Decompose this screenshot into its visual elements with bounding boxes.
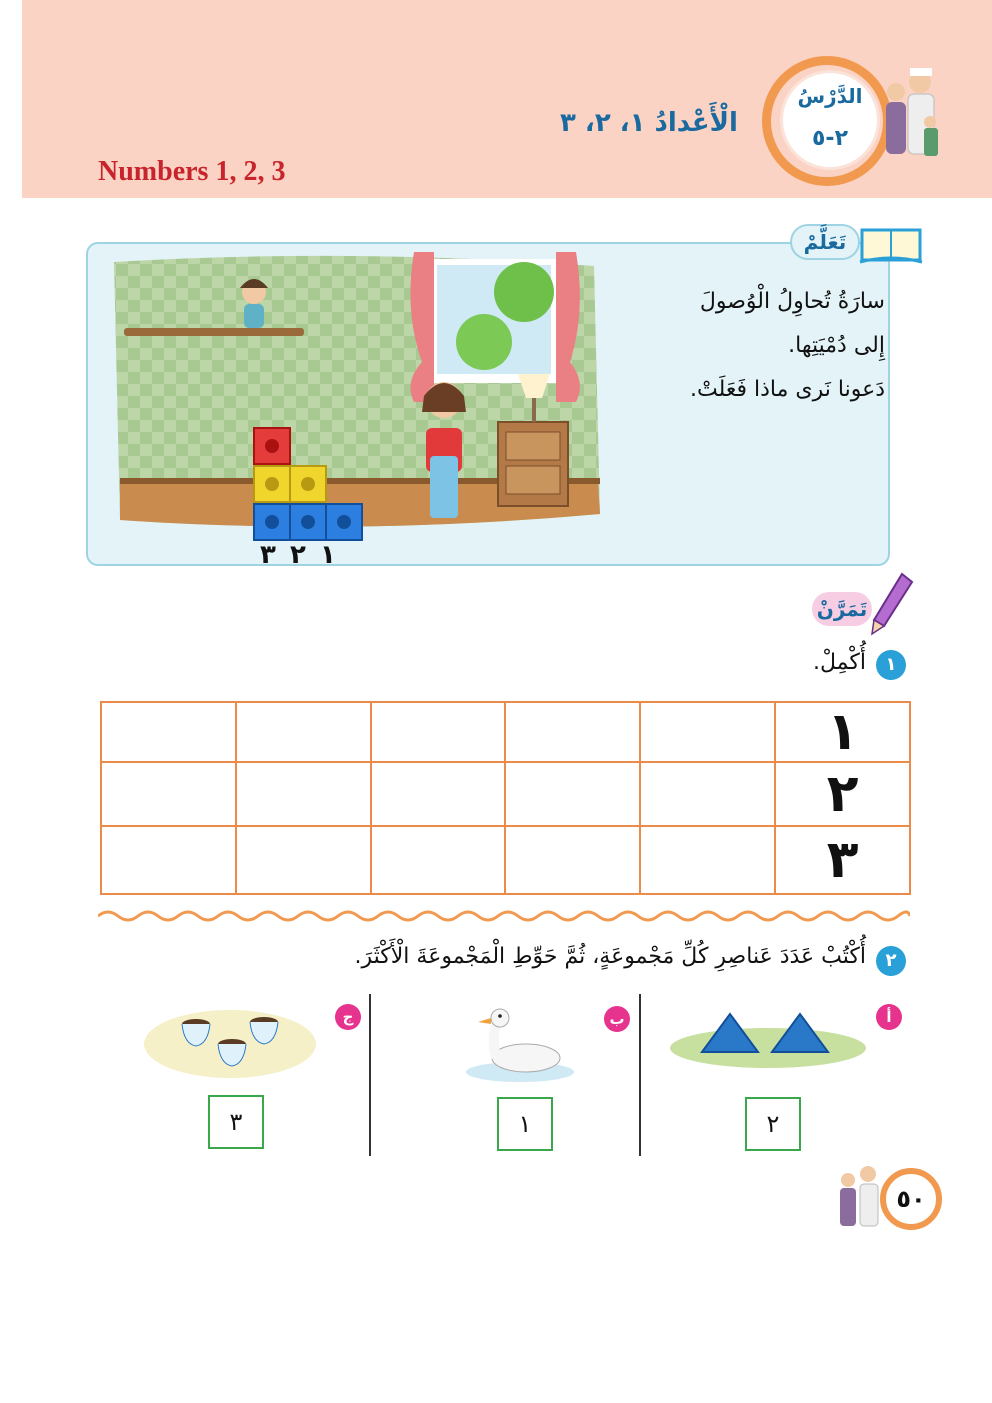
grid-cell[interactable] <box>640 826 775 894</box>
group-letter-tag: ج <box>335 1004 361 1030</box>
column-divider <box>639 994 641 1156</box>
open-book-icon <box>858 226 924 266</box>
grid-cell[interactable] <box>505 702 640 762</box>
learn-text-line: دَعونا نَرى ماذا فَعَلَتْ. <box>690 377 885 402</box>
family-icon <box>876 62 942 162</box>
learn-text-line: سارَةُ تُحاوِلُ الْوُصولَ <box>699 289 885 314</box>
trace-number: ٣ <box>826 830 859 890</box>
question-2-number: ٢ <box>876 946 906 976</box>
answer-box[interactable]: ١ <box>497 1097 553 1151</box>
group-letter-tag: ب <box>604 1006 630 1032</box>
block-number: ١ <box>320 540 336 570</box>
grid-cell[interactable] <box>640 762 775 826</box>
grid-cell[interactable] <box>236 762 371 826</box>
grid-cell[interactable] <box>101 762 236 826</box>
grid-cell[interactable] <box>101 826 236 894</box>
page-number: ٥٠ <box>880 1168 942 1230</box>
block-number: ٢ <box>290 540 306 570</box>
grid-cell[interactable] <box>505 826 640 894</box>
question-1-number: ١ <box>876 650 906 680</box>
lesson-title-english: Numbers 1, 2, 3 <box>98 156 286 187</box>
lesson-title-arabic: الْأَعْدادُ ١، ٢، ٣ <box>560 108 738 138</box>
pencil-icon <box>866 570 916 636</box>
trace-cell <box>775 762 910 826</box>
triangles-group <box>668 1006 868 1072</box>
grid-cell[interactable] <box>371 762 506 826</box>
learn-text <box>640 280 885 412</box>
group-letter-tag: أ <box>876 1004 902 1030</box>
answer-box[interactable]: ٣ <box>208 1095 264 1149</box>
trace-number: ٢ <box>826 764 859 824</box>
grid-cell[interactable] <box>236 702 371 762</box>
grid-cell[interactable] <box>371 826 506 894</box>
learn-tag: تَعَلَّمْ <box>790 224 860 260</box>
learn-text-line: إِلى دُمْيَتِها. <box>788 333 885 358</box>
wavy-divider <box>98 908 910 924</box>
writing-grid <box>100 701 911 891</box>
block-number: ٣ <box>260 540 276 570</box>
grid-cell[interactable] <box>101 702 236 762</box>
block-column-numbers <box>258 540 348 570</box>
lesson-badge-number: ٢-٥ <box>811 126 848 151</box>
trace-cell <box>775 702 910 762</box>
trace-cell <box>775 826 910 894</box>
trace-number: ١ <box>826 702 859 762</box>
question-1-instruction: أُكْمِلْ. <box>813 650 866 675</box>
question-2-instruction: أُكْتُبْ عَدَدَ عَناصِرِ كُلِّ مَجْموعَةٍ، ثُمَّ حَوِّطِ الْمَجْموعَةَ الْأَكْثَرَ. <box>354 944 866 969</box>
grid-cell[interactable] <box>371 702 506 762</box>
lesson-badge-label: الدَّرْسُ <box>797 84 863 108</box>
girl-blocks-illustration <box>104 252 604 552</box>
grid-cell[interactable] <box>236 826 371 894</box>
duck-image <box>456 1000 576 1084</box>
grid-cell[interactable] <box>505 762 640 826</box>
cups-group <box>140 1002 318 1082</box>
column-divider <box>369 994 371 1156</box>
answer-box[interactable]: ٢ <box>745 1097 801 1151</box>
grid-cell[interactable] <box>640 702 775 762</box>
practice-tag: تَمَرَّنْ <box>812 592 872 626</box>
